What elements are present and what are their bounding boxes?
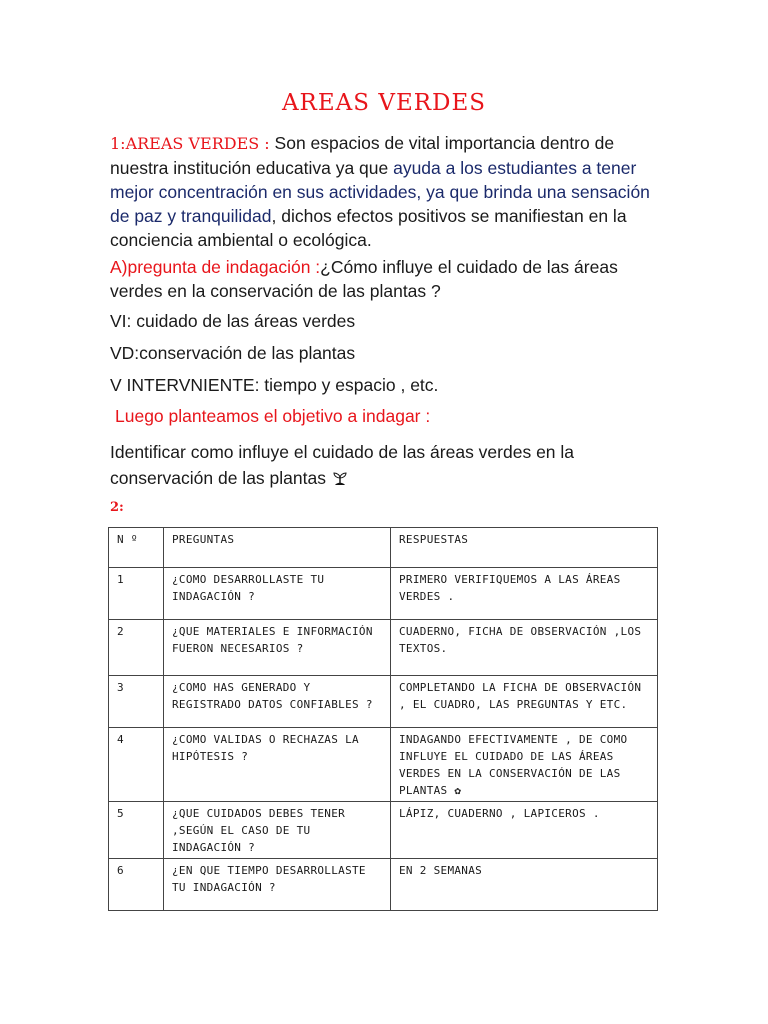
- objective-intro: Luego planteamos el objetivo a indagar :: [115, 406, 431, 426]
- row-answer: [391, 728, 658, 802]
- document-title: AREAS VERDES: [281, 90, 487, 116]
- row-answer: LÁPIZ, CUADERNO , LAPICEROS .: [391, 802, 658, 859]
- question-label: A)pregunta de indagación :: [110, 257, 321, 277]
- seedling-icon: [332, 467, 348, 483]
- header-number: N º: [109, 528, 164, 568]
- header-questions: PREGUNTAS: [164, 528, 391, 568]
- row-number: 3: [109, 676, 164, 728]
- row-question: ¿QUE CUIDADOS DEBES TENER ,SEGÚN EL CASO DE TU INDAGACIÓN ?: [164, 802, 391, 859]
- row-number: 4: [109, 728, 164, 802]
- questions-table: [108, 527, 658, 911]
- objective-paragraph: [110, 439, 670, 491]
- question-text: ¿Cómo influye el cuidado de las áreas verdes en la conservación de las plantas ?: [110, 257, 618, 301]
- row-number: 6: [109, 859, 164, 911]
- table-row: [109, 620, 658, 676]
- row-question: ¿QUE MATERIALES E INFORMACIÓN FUERON NECESARIOS ?: [164, 620, 391, 676]
- row-question: ¿COMO VALIDAS O RECHAZAS LA HIPÓTESIS ?: [164, 728, 391, 802]
- row-answer: PRIMERO VERIFIQUEMOS A LAS ÁREAS VERDES .: [391, 568, 658, 620]
- section-two-label: 2:: [110, 500, 124, 515]
- leaf-icon: ✿: [454, 784, 462, 797]
- row-number: 5: [109, 802, 164, 859]
- row-question: ¿COMO DESARROLLASTE TU INDAGACIÓN ?: [164, 568, 391, 620]
- row-question: ¿COMO HAS GENERADO Y REGISTRADO DATOS CONFIABLES ?: [164, 676, 391, 728]
- table-row: [109, 728, 658, 802]
- row-question: ¿EN QUE TIEMPO DESARROLLASTE TU INDAGACIÓN ?: [164, 859, 391, 911]
- intervening-variable: V INTERVNIENTE: tiempo y espacio , etc.: [110, 375, 439, 395]
- intro-label: 1:AREAS VERDES :: [110, 134, 270, 153]
- table-row: [109, 568, 658, 620]
- independent-variable: VI: cuidado de las áreas verdes: [110, 311, 356, 331]
- table-row: [109, 802, 658, 859]
- table-row: [109, 676, 658, 728]
- table-row: [109, 859, 658, 911]
- dependent-variable: VD:conservación de las plantas: [110, 343, 356, 363]
- row-answer: COMPLETANDO LA FICHA DE OBSERVACIÓN , EL CUADRO, LAS PREGUNTAS Y ETC.: [391, 676, 658, 728]
- intro-text-b: ayuda a los estudiantes a tener mejor concentración en sus actividades, ya que brinda una sensación de paz y tranquilidad: [110, 158, 650, 226]
- objective-text: Identificar como influye el cuidado de las áreas verdes en la conservación de las plantas: [110, 442, 575, 488]
- table-header-row: [109, 528, 658, 568]
- row-answer: CUADERNO, FICHA DE OBSERVACIÓN ,LOS TEXTOS.: [391, 620, 658, 676]
- row-number: 2: [109, 620, 164, 676]
- row-answer-text: INDAGANDO EFECTIVAMENTE , DE COMO INFLUYE EL CUIDADO DE LAS ÁREAS VERDES EN LA CONSERVACIÓN DE LAS PLANTAS: [399, 733, 628, 797]
- row-answer: EN 2 SEMANAS: [391, 859, 658, 911]
- intro-text-c: , dichos efectos positivos se manifiestan en la conciencia ambiental o ecológica.: [110, 206, 627, 250]
- inquiry-question: [110, 255, 670, 303]
- intro-text-a: Son espacios de vital importancia dentro de nuestra institución educativa ya que: [110, 133, 615, 178]
- row-number: 1: [109, 568, 164, 620]
- intro-paragraph: [110, 131, 670, 252]
- header-answers: RESPUESTAS: [391, 528, 658, 568]
